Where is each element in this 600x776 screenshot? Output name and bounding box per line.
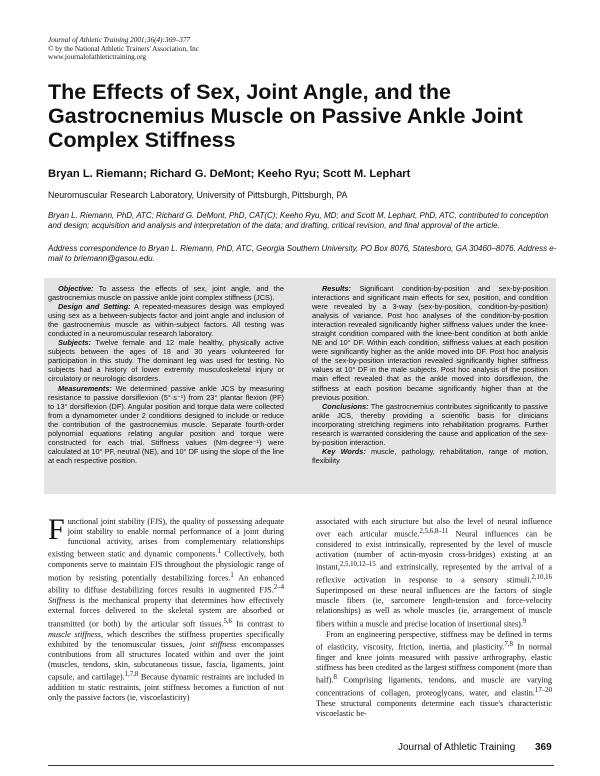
body-text: associated with each structure but also the level of neural influence over each articular muscle. <box>316 517 552 539</box>
citation-ref: 9 <box>522 617 527 625</box>
abstract-keywords <box>312 447 548 465</box>
author-list: Bryan L. Riemann; Richard G. DeMont; Keeho Ryu; Scott M. Lephart <box>48 168 411 180</box>
body-left-column <box>48 513 285 703</box>
citation-ref: 17–20 <box>534 686 552 694</box>
journal-header <box>48 36 199 62</box>
body-text: , which describes the stiffness properties specifically exhibited by the tenomuscular tissues, <box>48 629 285 649</box>
citation-ref: 1 <box>217 548 221 556</box>
citation-ref: 8 <box>333 673 337 681</box>
objective-text: To assess the effects of sex, joint angle, and the gastrocnemius muscle on passive ankle joint complex stiffness (JCS). <box>48 284 284 303</box>
objective-label: Objective: <box>58 284 94 293</box>
conclusions-label: Conclusions: <box>322 401 369 411</box>
article-title: The Effects of Sex, Joint Angle, and the Gastrocnemius Muscle on Passive Ankle Joint Complex Stiffness <box>48 80 523 152</box>
body-text: Because dynamic restraints are included in addition to static restraints, joint stiffness becomes a function of not only the passive factors (ie, viscoelasticity) <box>48 672 284 703</box>
correspondence-address: Address correspondence to Bryan L. Riemann, PhD, ATC, Georgia Southern University, PO Box 8076, Statesboro, GA 30460–8076. Address e-mail to briemann@gasou.edu. <box>48 244 557 264</box>
abstract-measurements <box>48 384 284 465</box>
journal-citation: Journal of Athletic Training 2001;36(4):369–377 <box>48 36 191 44</box>
citation-ref: 1 <box>230 571 234 579</box>
abstract-subjects <box>48 338 284 383</box>
abstract-results <box>312 284 548 402</box>
conclusions-text: The gastrocnemius contributes significantly to passive ankle JCS, thereby providing a scientific basis for clinicians incorporating stretching regimens into rehabilitation programs. Further research is warranted considering the cause and application of the sex-by-position interaction. <box>312 401 548 447</box>
body-text: unctional joint stability (FJS), the quality of possessing adequate joint stability to enable normal performance of a joint during functional activity, arises from complementary relationships existing between static and dynamic components. <box>48 517 284 560</box>
body-text: In contrast to <box>231 619 285 629</box>
intro-paragraph <box>48 513 285 703</box>
body-text: Collectively, both components serve to maintain FJS throughout the physiologic range of motion by resisting potentially destabilizing forces. <box>48 550 285 583</box>
body-text: These structural components determine each tissue's characteristic viscoelastic be- <box>316 698 552 718</box>
copyright-line: © by the National Athletic Trainers' Association, Inc <box>48 44 199 53</box>
body-text: and extrinsically, represented by the arrival of a reflexive activation in response to a sensory stimuli. <box>316 563 552 585</box>
body-text: In normal finger and knee joints measured with passive arthrography, elastic stiffness has been credited as the largest stiffness component (more than half). <box>316 642 553 685</box>
footer-journal-name: Journal of Athletic Training <box>398 742 516 753</box>
page-number: 369 <box>535 742 552 753</box>
abstract-design <box>48 302 284 338</box>
body-paragraph <box>316 630 552 719</box>
abstract-objective <box>48 284 284 302</box>
citation-ref: 2,5,10,12–15 <box>339 561 376 569</box>
journal-url[interactable]: www.journalofathletictraining.org <box>48 53 147 62</box>
body-text: An enhanced ability to diffuse destabilizing forces results in augmented FJS. <box>48 573 284 596</box>
body-text: Neural influences can be considered to exist intrinsically, represented by the level of muscle activation (number of actin-myosin cross-bridges) existing at an instant, <box>316 529 552 573</box>
citation-ref: 7,8 <box>504 640 513 648</box>
abstract-right-column <box>312 284 548 465</box>
author-contributions: Bryan L. Riemann, PhD, ATC; Richard G. DeMont, PhD, CAT(C); Keeho Ryu, MD; and Scott M. Lephart, PhD, ATC, contributed to conception and design; acquisition and analysis and interpretation of the data; and drafting, critical revision, and final approval of the article. <box>48 211 549 231</box>
results-text: Significant condition-by-position and sex-by-position interactions and significant main effects for sex, position, and condition were revealed by a 3-way (sex-by-position, condition-by-position) analysis of variance. Post hoc analyses of the condition-by-position interaction revealed significantly higher stiffness values under the knee-straight condition compared with the knee-bent condition at both ankle NE and 10° DF. Within each condition, stiffness values at each position were significantly higher as the ankle moved into DF. Post hoc analysis of the sex-by-position interaction revealed significantly higher stiffness values at 10° DF in the male subjects. Post hoc analysis of the position main effect revealed that as the ankle moved into dorsiflexion, the stiffness at each position became significantly higher than at the previous position. <box>312 284 549 402</box>
results-label: Results: <box>322 284 351 293</box>
citation-ref: 2,5,6,8–11 <box>419 528 449 536</box>
design-text: A repeated-measures design was employed using sex as a between-subjects factor and joint angle and inclusion of the gastrocnemius muscle as within-subject factors. All testing was conducted in a neuromuscular research laboratory. <box>48 302 284 339</box>
citation-ref: 1,7,8 <box>124 671 139 679</box>
body-text: Superimposed on these neural influences are the factors of single muscle fibers (ie, sarcomere length-tension and force-velocity relationships) as well as whole muscles (ie, arrangement of muscle fibers within a muscle and precise location of insertional sites). <box>316 586 552 629</box>
footer-rule <box>48 765 554 766</box>
abstract-left-column <box>48 284 284 465</box>
term-stiffness: Stiffness <box>48 596 76 606</box>
body-text: Comprising ligaments, tendons, and muscle are varying concentrations of collagen, proteoglycans, water, and elastin. <box>316 675 552 698</box>
affiliation: Neuromuscular Research Laboratory, University of Pittsburgh, Pittsburgh, PA <box>48 190 348 200</box>
keywords-label: Key Words: <box>322 446 366 456</box>
body-paragraph-continued <box>316 517 552 630</box>
term-muscle-stiffness: muscle stiffness <box>48 629 101 639</box>
body-text: is the mechanical property that determines how effectively external forces delivered to the skeletal system are absorbed or transmitted (or both) by the articular soft tissues. <box>48 596 284 629</box>
body-text: encompasses contributions from all structures located within and over the joint (muscles, tendons, skin, subcutaneous tissue, fascia, ligaments, joint capsule, and cartilage). <box>48 639 285 682</box>
citation-ref: 5,6 <box>223 617 232 625</box>
body-text: From an engineering perspective, stiffness may be defined in terms of elasticity, viscosity, friction, inertia, and plasticity. <box>316 629 552 652</box>
citation-ref: 2,10,16 <box>531 574 552 582</box>
measurements-text: We determined passive ankle JCS by measuring resistance to passive dorsiflexion (5°·s⁻¹) from 23° plantar flexion (PF) to 13° dorsiflexion (DF). Angular position and torque data were collected from a dynamometer under 2 conditions designed to include or reduce the contribution of the gastrocnemius muscle. Separate fourth-order polynomial equations relating angular position and torque were constructed for each trial. Stiffness values (Nm·degree⁻¹) were calculated at 10° PF, neutral (NE), and 10° DF using the slope of the line at each respective position. <box>48 383 284 465</box>
design-label: Design and Setting: <box>58 302 131 312</box>
abstract-conclusions <box>312 402 548 447</box>
term-joint-stiffness: joint stiffness <box>189 639 237 649</box>
measurements-label: Measurements: <box>58 383 112 393</box>
keywords-text: muscle, pathology, rehabilitation, range of motion, flexibility <box>312 446 548 465</box>
subjects-text: Twelve female and 12 male healthy, physically active subjects between the ages of 18 and 30 years volunteered for participation in this study. The dominant leg was used for testing. No subjects had a history of lower extremity musculoskeletal injury or circulatory or neurologic disorders. <box>48 338 284 384</box>
drop-cap: F <box>48 513 65 546</box>
subjects-label: Subjects: <box>58 338 92 348</box>
citation-ref: 2–4 <box>273 584 284 592</box>
body-right-column <box>316 517 552 719</box>
